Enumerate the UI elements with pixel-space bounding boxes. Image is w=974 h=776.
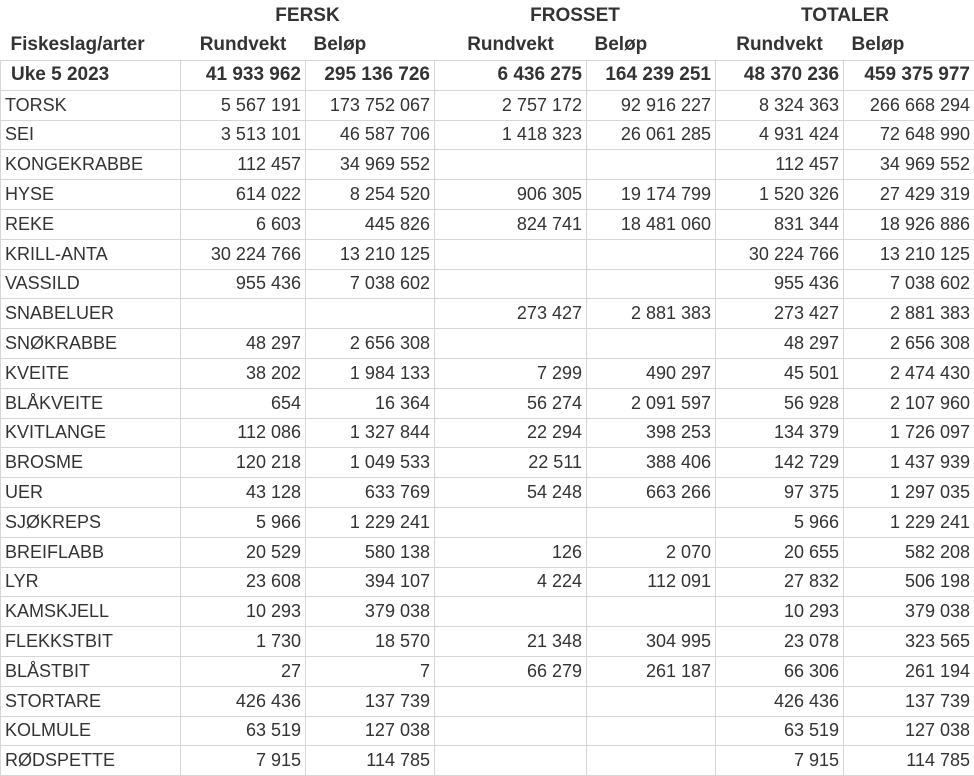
table-row [1, 358, 974, 388]
value-cell: 1 520 326 [716, 180, 844, 210]
value-cell: 824 741 [435, 209, 587, 239]
value-cell: 72 648 990 [844, 120, 974, 150]
value-cell: 18 481 060 [587, 209, 716, 239]
value-cell: 137 739 [844, 686, 974, 716]
value-cell: 22 294 [435, 418, 587, 448]
value-cell: 5 567 191 [181, 90, 306, 120]
value-cell: 114 785 [844, 746, 974, 776]
value-cell: 261 187 [587, 656, 716, 686]
value-cell: 13 210 125 [306, 239, 435, 269]
value-cell: 27 429 319 [844, 180, 974, 210]
value-cell: 30 224 766 [181, 239, 306, 269]
value-cell: 7 038 602 [306, 269, 435, 299]
value-cell: 34 969 552 [306, 150, 435, 180]
value-cell: 114 785 [306, 746, 435, 776]
value-cell: 273 427 [716, 299, 844, 329]
value-cell: 26 061 285 [587, 120, 716, 150]
value-cell [435, 150, 587, 180]
value-cell [306, 299, 435, 329]
species-name: BREIFLABB [1, 537, 181, 567]
species-name: KONGEKRABBE [1, 150, 181, 180]
total-cell: 48 370 236 [716, 61, 844, 91]
column-header-frosset-belop: Beløp [594, 34, 648, 55]
value-cell: 134 379 [716, 418, 844, 448]
value-cell: 22 511 [435, 448, 587, 478]
table-row [1, 239, 974, 269]
species-name: VASSILD [1, 269, 181, 299]
value-cell: 273 427 [435, 299, 587, 329]
value-cell: 6 603 [181, 209, 306, 239]
value-cell: 5 966 [716, 507, 844, 537]
species-name: BROSME [1, 448, 181, 478]
group-header-totaler: TOTALER [801, 5, 889, 26]
value-cell: 13 210 125 [844, 239, 974, 269]
table-row [1, 448, 974, 478]
value-cell: 663 266 [587, 478, 716, 508]
value-cell: 54 248 [435, 478, 587, 508]
value-cell [435, 746, 587, 776]
value-cell: 5 966 [181, 507, 306, 537]
value-cell: 388 406 [587, 448, 716, 478]
value-cell: 4 224 [435, 567, 587, 597]
value-cell: 92 916 227 [587, 90, 716, 120]
value-cell: 126 [435, 537, 587, 567]
species-name: KAMSKJELL [1, 597, 181, 627]
value-cell: 30 224 766 [716, 239, 844, 269]
value-cell: 2 881 383 [587, 299, 716, 329]
table-row [1, 299, 974, 329]
value-cell: 7 915 [716, 746, 844, 776]
empty-header-cell [1, 0, 181, 30]
value-cell: 654 [181, 388, 306, 418]
value-cell: 261 194 [844, 656, 974, 686]
species-name: KVEITE [1, 358, 181, 388]
value-cell: 1 730 [181, 627, 306, 657]
value-cell: 8 254 520 [306, 180, 435, 210]
value-cell: 112 086 [181, 418, 306, 448]
value-cell [587, 507, 716, 537]
value-cell [435, 329, 587, 359]
group-header-row [1, 0, 974, 30]
species-name: BLÅKVEITE [1, 388, 181, 418]
value-cell: 445 826 [306, 209, 435, 239]
value-cell: 379 038 [844, 597, 974, 627]
table-row [1, 567, 974, 597]
table-row [1, 418, 974, 448]
species-name: REKE [1, 209, 181, 239]
species-name: STORTARE [1, 686, 181, 716]
value-cell: 379 038 [306, 597, 435, 627]
value-cell: 97 375 [716, 478, 844, 508]
value-cell: 112 457 [716, 150, 844, 180]
total-row [1, 61, 974, 91]
value-cell: 2 091 597 [587, 388, 716, 418]
column-header-row [1, 30, 974, 61]
value-cell: 4 931 424 [716, 120, 844, 150]
column-header-species: Fiskeslag/arter [10, 34, 145, 55]
table-row [1, 597, 974, 627]
value-cell: 120 218 [181, 448, 306, 478]
total-cell: 6 436 275 [435, 61, 587, 91]
value-cell: 10 293 [716, 597, 844, 627]
value-cell: 10 293 [181, 597, 306, 627]
species-name: TORSK [1, 90, 181, 120]
value-cell [435, 686, 587, 716]
column-header-totaler-belop: Beløp [851, 34, 905, 55]
value-cell: 1 984 133 [306, 358, 435, 388]
value-cell: 1 327 844 [306, 418, 435, 448]
table-row [1, 627, 974, 657]
total-cell: 164 239 251 [587, 61, 716, 91]
species-name: KVITLANGE [1, 418, 181, 448]
column-header-fersk-belop: Beløp [313, 34, 367, 55]
species-name: BLÅSTBIT [1, 656, 181, 686]
value-cell: 955 436 [181, 269, 306, 299]
table-row [1, 209, 974, 239]
value-cell: 23 608 [181, 567, 306, 597]
table-row [1, 537, 974, 567]
value-cell: 173 752 067 [306, 90, 435, 120]
value-cell: 906 305 [435, 180, 587, 210]
value-cell [587, 150, 716, 180]
value-cell [435, 597, 587, 627]
value-cell: 43 128 [181, 478, 306, 508]
value-cell: 38 202 [181, 358, 306, 388]
value-cell: 127 038 [306, 716, 435, 746]
value-cell: 304 995 [587, 627, 716, 657]
value-cell: 614 022 [181, 180, 306, 210]
value-cell: 1 726 097 [844, 418, 974, 448]
table-row [1, 478, 974, 508]
value-cell: 23 078 [716, 627, 844, 657]
value-cell: 18 926 886 [844, 209, 974, 239]
value-cell: 21 348 [435, 627, 587, 657]
value-cell: 2 107 960 [844, 388, 974, 418]
value-cell: 56 928 [716, 388, 844, 418]
value-cell: 63 519 [181, 716, 306, 746]
value-cell: 2 656 308 [844, 329, 974, 359]
value-cell: 1 418 323 [435, 120, 587, 150]
value-cell: 7 299 [435, 358, 587, 388]
value-cell: 20 529 [181, 537, 306, 567]
value-cell: 2 757 172 [435, 90, 587, 120]
value-cell: 2 070 [587, 537, 716, 567]
table-row [1, 150, 974, 180]
value-cell: 2 881 383 [844, 299, 974, 329]
table-row [1, 686, 974, 716]
table-row [1, 269, 974, 299]
value-cell: 1 229 241 [306, 507, 435, 537]
table-row [1, 120, 974, 150]
value-cell [587, 329, 716, 359]
value-cell: 20 655 [716, 537, 844, 567]
value-cell: 580 138 [306, 537, 435, 567]
value-cell: 1 437 939 [844, 448, 974, 478]
value-cell: 394 107 [306, 567, 435, 597]
value-cell: 8 324 363 [716, 90, 844, 120]
species-name: FLEKKSTBIT [1, 627, 181, 657]
value-cell: 7 038 602 [844, 269, 974, 299]
species-name: KRILL-ANTA [1, 239, 181, 269]
table-row [1, 507, 974, 537]
species-name: UER [1, 478, 181, 508]
total-cell: 41 933 962 [181, 61, 306, 91]
value-cell: 48 297 [716, 329, 844, 359]
table-row [1, 329, 974, 359]
value-cell: 955 436 [716, 269, 844, 299]
column-header-fersk-rundvekt: Rundvekt [199, 34, 287, 55]
value-cell: 27 [181, 656, 306, 686]
value-cell: 3 513 101 [181, 120, 306, 150]
species-name: LYR [1, 567, 181, 597]
value-cell [587, 746, 716, 776]
value-cell: 398 253 [587, 418, 716, 448]
value-cell: 19 174 799 [587, 180, 716, 210]
column-header-totaler-rundvekt: Rundvekt [736, 34, 823, 55]
value-cell [435, 507, 587, 537]
column-header-frosset-rundvekt: Rundvekt [467, 34, 554, 55]
value-cell: 27 832 [716, 567, 844, 597]
value-cell: 2 656 308 [306, 329, 435, 359]
species-name: RØDSPETTE [1, 746, 181, 776]
value-cell: 45 501 [716, 358, 844, 388]
species-name: SNABELUER [1, 299, 181, 329]
group-header-fersk: FERSK [275, 5, 340, 26]
value-cell [587, 597, 716, 627]
group-header-frosset: FROSSET [530, 5, 620, 26]
value-cell: 142 729 [716, 448, 844, 478]
value-cell: 16 364 [306, 388, 435, 418]
value-cell: 112 457 [181, 150, 306, 180]
value-cell: 1 229 241 [844, 507, 974, 537]
table-row [1, 746, 974, 776]
value-cell: 1 049 533 [306, 448, 435, 478]
value-cell [587, 269, 716, 299]
value-cell: 633 769 [306, 478, 435, 508]
value-cell: 582 208 [844, 537, 974, 567]
value-cell: 506 198 [844, 567, 974, 597]
value-cell: 2 474 430 [844, 358, 974, 388]
table-row [1, 388, 974, 418]
value-cell: 7 [306, 656, 435, 686]
value-cell: 63 519 [716, 716, 844, 746]
value-cell: 426 436 [716, 686, 844, 716]
table-row [1, 656, 974, 686]
value-cell: 426 436 [181, 686, 306, 716]
value-cell: 1 297 035 [844, 478, 974, 508]
value-cell [587, 239, 716, 269]
table-row [1, 180, 974, 210]
value-cell [435, 239, 587, 269]
value-cell: 18 570 [306, 627, 435, 657]
value-cell: 490 297 [587, 358, 716, 388]
value-cell: 112 091 [587, 567, 716, 597]
species-name: SEI [1, 120, 181, 150]
value-cell: 831 344 [716, 209, 844, 239]
value-cell [587, 686, 716, 716]
value-cell [435, 269, 587, 299]
value-cell: 48 297 [181, 329, 306, 359]
species-name: SNØKRABBE [1, 329, 181, 359]
value-cell: 46 587 706 [306, 120, 435, 150]
value-cell: 34 969 552 [844, 150, 974, 180]
species-name: HYSE [1, 180, 181, 210]
value-cell: 7 915 [181, 746, 306, 776]
value-cell: 66 306 [716, 656, 844, 686]
value-cell [587, 716, 716, 746]
table-row [1, 716, 974, 746]
value-cell: 56 274 [435, 388, 587, 418]
table-row [1, 90, 974, 120]
value-cell [435, 716, 587, 746]
value-cell [181, 299, 306, 329]
total-cell: 459 375 977 [844, 61, 974, 91]
total-cell: 295 136 726 [306, 61, 435, 91]
value-cell: 323 565 [844, 627, 974, 657]
species-name: SJØKREPS [1, 507, 181, 537]
value-cell: 127 038 [844, 716, 974, 746]
total-label: Uke 5 2023 [1, 61, 181, 91]
value-cell: 137 739 [306, 686, 435, 716]
species-name: KOLMULE [1, 716, 181, 746]
value-cell: 266 668 294 [844, 90, 974, 120]
value-cell: 66 279 [435, 656, 587, 686]
